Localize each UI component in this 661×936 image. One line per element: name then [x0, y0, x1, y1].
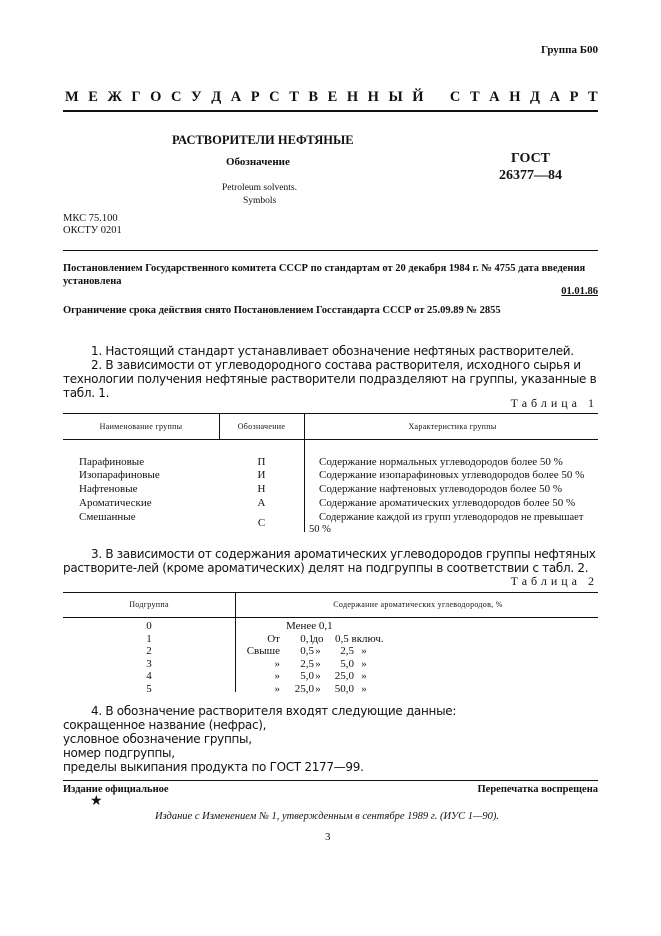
- table2-cell: 0: [146, 620, 152, 632]
- paragraph-4-item: номер подгруппы,: [63, 746, 175, 760]
- table2-header-rule: [63, 617, 598, 618]
- table1-row-description: Содержание нормальных углеводородов более 50 %: [319, 456, 563, 468]
- table1-row-description: Содержание каждой из групп углеводородов не превышает: [319, 512, 584, 523]
- table2-cell: 2,5: [300, 657, 314, 670]
- classification-codes: [63, 213, 122, 237]
- table1-row-symbol: П: [257, 456, 266, 468]
- table2-top-rule: [63, 592, 598, 593]
- paragraph-4-intro: 4. В обозначение растворителя входят следующие данные:: [91, 704, 457, 718]
- table1-row-symbol: А: [257, 497, 266, 509]
- table1-row-name: Ароматические: [79, 497, 152, 509]
- heading-letter: Д: [211, 89, 222, 105]
- edition-note: Издание с Изменением № 1, утвержденным в сентябре 1989 г. (ИУС 1—90).: [155, 811, 499, 822]
- table1-top-rule: [63, 413, 598, 414]
- table2-cell: »: [315, 657, 321, 670]
- gost-code: 26377—84: [499, 168, 562, 183]
- table2-cell: Свыше: [246, 645, 280, 657]
- table1-row-name: Нафтеновые: [79, 483, 138, 495]
- heading-letter: С: [170, 89, 182, 105]
- heading-letter: Д: [530, 89, 541, 105]
- table2-cell: »: [361, 657, 367, 670]
- table2-cell: 2: [146, 645, 152, 657]
- table1-row-description: Содержание нафтеновых углеводородов более 50 %: [319, 483, 563, 495]
- interstate-standard-heading: [65, 89, 598, 106]
- heading-letter: А: [230, 89, 242, 105]
- reprint-prohibited-label: Перепечатка воспрещена: [477, 784, 598, 795]
- heading-letter: А: [549, 89, 561, 105]
- decree-text: Постановлением Государственного комитета СССР по стандартам от 20 декабря 1984 г. № 4755 дата введения установлена: [63, 263, 586, 287]
- heading-letter: Й: [412, 89, 424, 105]
- heading-letter: М: [65, 89, 79, 105]
- heading-letter: [433, 89, 440, 106]
- table2-cell: От: [267, 632, 280, 645]
- table2-cell: 3: [146, 657, 152, 670]
- limit-removal-text: Ограничение срока действия снято Постановлением Госстандарта СССР от 25.09.89 № 2855: [63, 305, 501, 316]
- table2-cell: 0,1: [300, 632, 314, 645]
- heading-letter: Н: [509, 89, 521, 105]
- star-icon: ★: [90, 794, 103, 809]
- table2-cell: 50,0: [334, 682, 354, 695]
- paragraph-2: 2. В зависимости от углеводородного состава растворителя, исходного сырья и технологии получения нефтяные растворители подразделяют на группы, указанные в табл. 1.: [63, 358, 597, 400]
- english-title-line2: Symbols: [243, 196, 277, 206]
- document-title: РАСТВОРИТЕЛИ НЕФТЯНЫЕ: [172, 133, 354, 147]
- mks-code: МКС 75.100: [63, 213, 118, 224]
- heading-letter: Г: [131, 89, 141, 105]
- heading-letter: С: [269, 89, 280, 105]
- table1-row-symbol: С: [257, 517, 266, 529]
- header-rule: [63, 110, 598, 112]
- table2-cell: »: [274, 670, 280, 682]
- table2-cell: »: [315, 670, 321, 682]
- table2-header-content: Содержание ароматических углеводородов, %: [333, 600, 503, 609]
- table2-cell: »: [361, 682, 367, 695]
- table2-cell: 5,0: [340, 657, 354, 670]
- table2-cell: 1: [146, 632, 152, 645]
- heading-letter: В: [308, 89, 319, 105]
- table2-cell: »: [315, 682, 321, 695]
- table2-cell: 25,0: [294, 682, 314, 695]
- document-subtitle: Обозначение: [226, 156, 290, 168]
- table1-row-name: Смешанные: [79, 511, 136, 523]
- table2-cell: 25,0: [334, 670, 354, 682]
- paragraph-4-item: пределы выкипания продукта по ГОСТ 2177—99.: [63, 760, 364, 774]
- heading-letter: С: [449, 89, 461, 105]
- heading-letter: Е: [88, 89, 98, 105]
- gost-number: [499, 150, 562, 184]
- heading-letter: Р: [569, 89, 579, 105]
- okstu-code: ОКСТУ 0201: [63, 225, 122, 236]
- table2-header-subgroup: Подгруппа: [129, 600, 169, 609]
- table1-row-description: Содержание ароматических углеводородов более 50 %: [319, 497, 576, 509]
- heading-letter: Т: [289, 89, 299, 105]
- page-number: 3: [325, 831, 331, 843]
- table2-cell: »: [361, 670, 367, 682]
- table1-header-rule: [63, 439, 598, 440]
- table2-cell: 2,5: [340, 645, 354, 657]
- table2-cell: до: [312, 632, 324, 645]
- table2-cell: »: [274, 657, 280, 670]
- heading-letter: Ы: [388, 89, 403, 105]
- paragraph-3: 3. В зависимости от содержания ароматических углеводородов группы нефтяных растворите-лей (кроме ароматических) делят на подгруппы в соответствии с табл. 2.: [63, 547, 596, 575]
- heading-letter: Т: [469, 89, 480, 105]
- heading-letter: О: [150, 89, 162, 105]
- table2-cell: 0,5: [300, 645, 314, 657]
- table2-cell: »: [315, 645, 321, 657]
- heading-letter: У: [190, 89, 202, 105]
- official-edition-label: Издание официальное: [63, 784, 169, 795]
- english-title-line1: Petroleum solvents.: [222, 183, 297, 193]
- paragraph-4-item: условное обозначение группы,: [63, 732, 252, 746]
- table1-row-description-continued: 50 %: [309, 524, 331, 535]
- table2-caption: Таблица 2: [510, 574, 598, 588]
- heading-letter: А: [489, 89, 500, 105]
- gost-label: ГОСТ: [510, 151, 551, 166]
- paragraph-4-item: сокращенное название (нефрас),: [63, 718, 267, 732]
- heading-letter: Т: [588, 89, 598, 105]
- table1-row-symbol: И: [257, 469, 266, 481]
- table2-cell: »: [361, 645, 367, 657]
- footer-rule: [63, 780, 598, 781]
- heading-letter: Ж: [107, 89, 122, 105]
- table1-header-description: Характеристика группы: [408, 422, 497, 431]
- paragraph-1: 1. Настоящий стандарт устанавливает обозначение нефтяных растворителей.: [91, 344, 574, 358]
- heading-letter: Е: [327, 89, 338, 105]
- group-code: Группа Б00: [541, 44, 598, 56]
- table1-row-name: Парафиновые: [79, 456, 145, 468]
- heading-letter: Р: [250, 89, 260, 105]
- table2-cell: »: [274, 682, 280, 695]
- heading-letter: Н: [367, 89, 379, 105]
- table1-header-name: Наименование группы: [99, 422, 183, 431]
- table1-row-symbol: Н: [257, 483, 266, 495]
- table1-row-description: Содержание изопарафиновых углеводородов более 50 %: [319, 469, 585, 481]
- table2-cell: 5,0: [300, 670, 314, 682]
- table2-cell: 5: [146, 682, 152, 695]
- table1-caption: Таблица 1: [510, 396, 598, 410]
- table2-cell: 0,5 включ.: [335, 632, 384, 645]
- table1-row-name: Изопарафиновые: [79, 469, 160, 481]
- table2-cell: Менее 0,1: [286, 620, 333, 632]
- introduction-date: 01.01.86: [561, 286, 598, 297]
- table1-header-symbol: Обозначение: [237, 422, 286, 431]
- table2-cell: 4: [146, 670, 152, 682]
- heading-letter: Н: [346, 89, 359, 105]
- codes-rule: [63, 250, 598, 251]
